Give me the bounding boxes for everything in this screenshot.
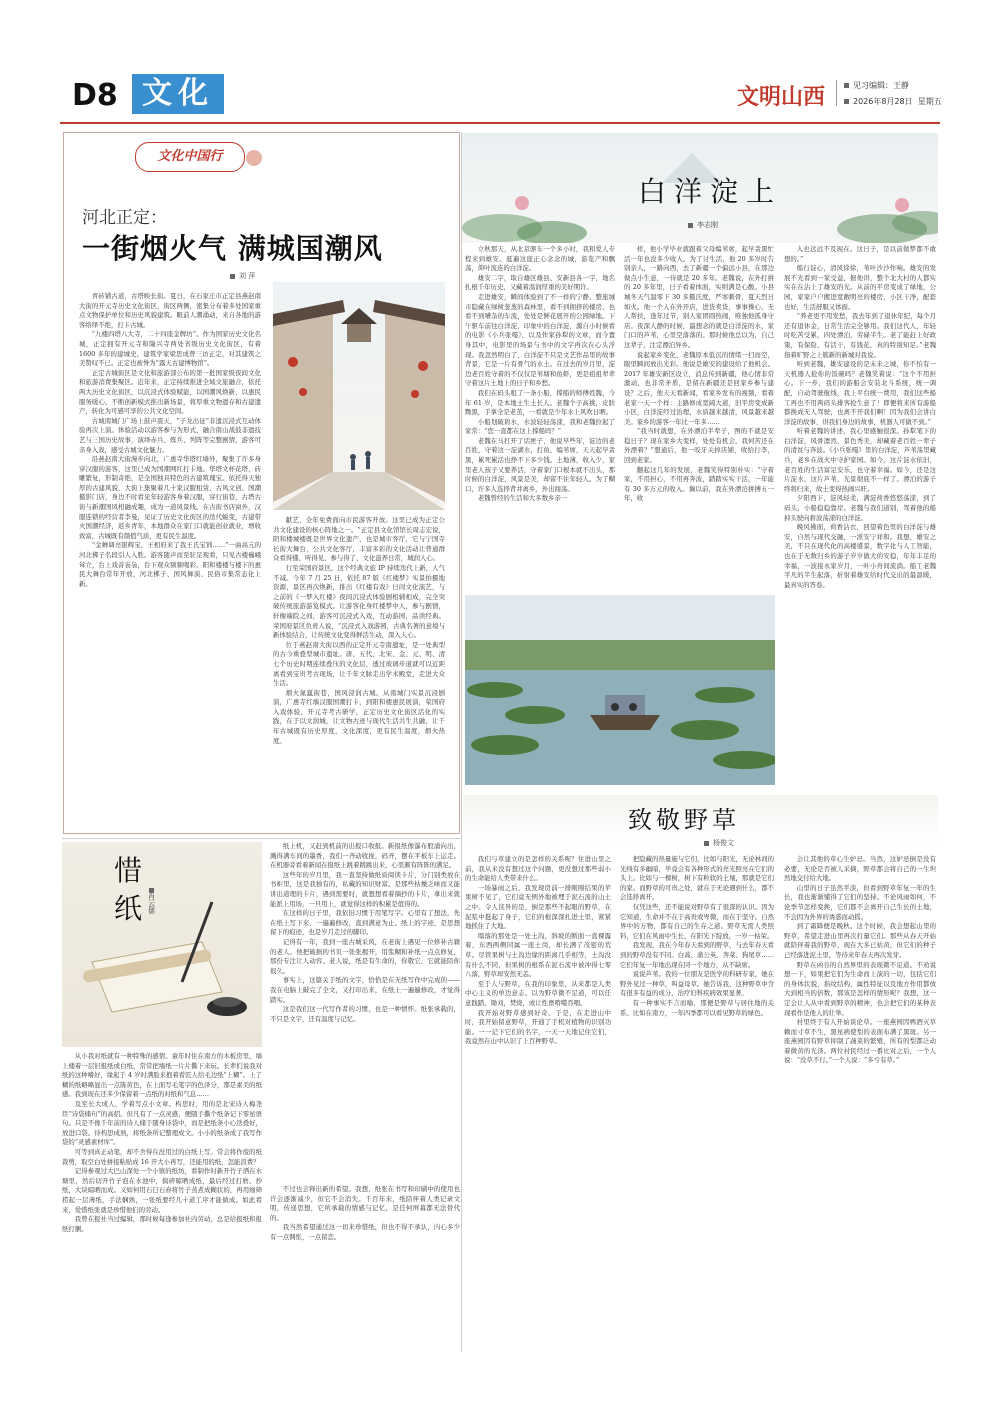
paragraph: 纸上机，又赶到机前的出报口收报。新报纸像瀑布般涌向出，溅得满车间的墨香，我们一齐动收拢，码齐，摆在平板车上运走。在机器旁看着新闻在报纸上跳着跳跳出来，心里颇有阵阵的满足。 [270, 842, 460, 870]
paragraph: 正定古城街区是文化和旅游部公布的第一批国家级夜间文化和旅游消费集聚区。近年来，正定持续推进全域文旅融合，依托两大历史文化街区，以沉浸式体验赋能，以国潮风焕新，以惠民服务暖心，不断创新模式推出新场景，将厚重文物遗存和古建遗产，转化为可感可享的公共文化空间。 [79, 368, 261, 416]
weekday-label: 星期五 [917, 97, 942, 106]
paragraph: 塌落的那处是一处土沟，斜坡的断面一直裸露着，东西两侧同属一座土岗，却长满了茂密的荒草。尽管果树与土沟边缘的距离几乎相等，土沟没有什么不同，但果树的根系在泥石流中被冲得七零八落，野草却安然无恙。 [465, 931, 611, 979]
paragraph: 青砖铺古道，古塔映长街。夏日，在石家庄市正定县燕赵南大街的开元寺历史文化街区，街区两侧，密集分布着多处国家重点文物保护单位和历史风貌建筑。眼前人潮涌动，来自各地的游客络绎不绝，打卡古城。 [79, 292, 261, 329]
essay1-column-3 [270, 1185, 460, 1350]
square-icon [844, 99, 849, 104]
paragraph: 有一种事实不言而喻，那便是野草与居住地的关系。比如在南方，一年四季都可以看见野草的绿色。 [620, 998, 774, 1017]
paragraph: 沿燕赵南大街漫步向北，广惠寺华塔红墙外，聚集了许多身穿汉服的游客，这里已成为国潮网红打卡地。华塔文杯花塔，砖雕繁复，形制奇绝，是全国独具特色的古建筑瑰宝。依托得天独厚的古建风貌，大街上集聚着几十家汉服租赁、古风文创、国潮摄影门店，身边不时看见年轻游客身着汉服，穿行街巷，古塔古街与新潮国风相融成趣，成为一道风景线。在古街书店窗外，汉服连锁的经营者李曼，见证了历史文化街区的迭代蜕变，古建带火国潮经济，返乡青年，本地群众在家门口就能创业就业，增收致富，古城既有颜值气质，更有民生温度。 [79, 455, 261, 540]
paragraph: 至于人与野草，在我的印象里，从来都是人类中心主义的单边意志。以为野草微不足道，可以任意践踏，锄刈，焚烧，或让性畜啃噬吞咽。 [465, 979, 611, 1007]
lake-author: 李志刚 [697, 221, 718, 229]
feature-column-1 [79, 292, 261, 812]
paragraph: 老魏在马打开了话匣子，他说早些年，淀边的老百姓，守着这一淀湖水，打鱼、编苇席，天天起早贪黑，累死累活也挣不下多少钱。土地薄，收入少，家里老人孩子又要养活，守着家门口根本就不出头，那时候的白洋淀，风景是美，却留不住年轻人。为了糊口，许多人选择背井离乡，外出闯荡。 [465, 436, 615, 493]
paragraph: 说说芦苇。我的一位朋友是医学的科研专家，她在野外见过一种草，叫益母草。她告诉我，这种野草中含有很多有益的成分，治疗妇科疾病效果显著。 [620, 970, 774, 998]
paragraph: 山里的日子虽然平淡，但看到野草年复一年的生长，我也渐渐懂得了它们的坚持。不论风雨如何，不论季节怎样变换，它们都不会离开自己生长的土地，不会因为外界的诱惑而动摇。 [784, 883, 936, 921]
essay1-author: 肖云儒 [147, 893, 156, 914]
paragraph: 事实上，这篇关于纸的文字，恰恰是在无纸写作中完成的——我在电脑上敲完了全文，又打印出来，在纸上一遍遍修改，才觉得踏实。 [270, 976, 460, 1004]
essay2-column-2 [620, 855, 774, 1350]
lake-byline [688, 220, 718, 230]
paragraph: 会让其他的草心生妒忌。当然，这妒忌倒是没有必要，无论是否被人采摘，野草都会将自己的一生坦然地交付给大地。 [784, 855, 936, 883]
lake-column-1 [465, 245, 615, 590]
paragraph: 听到老魏，雄安建设的是未来之城，你不怕有一天机器人抢你的饭碗吗？老魏笑着说：“这个不用担心。下一步，我们的游船会安装北斗系统，统一调配，自动驾驶航线，我上平台统一费用，我们这些船工再也不用两码头排客抢生意了！即便将来所有游船都换成无人驾驶，也离不开我们啊！因为我们会讲白洋淀的故事，讲我们身边的故事，机器人可做不到。” [784, 360, 936, 426]
column-divider [461, 132, 462, 1352]
feature-kicker: 河北正定： [82, 208, 167, 228]
brand-logo: 文明山西 [737, 84, 826, 110]
paragraph: 可等到真正动笔，却不舍得在没用过的白纸上写。常会将作废的纸裁剪，取空白处拼接粘贴成 16 开大小再写，还能用的纸，怎能浪费？ [62, 1147, 262, 1166]
essay1-title-top: 惜 [114, 854, 143, 887]
header-divider [836, 80, 837, 106]
square-icon [230, 274, 235, 279]
lake-photo [465, 595, 775, 785]
paragraph: 我曾在报社当过编辑，那时候每逢参加社内劳动，总是给报纸和报纸打捆。 [62, 1215, 262, 1233]
paragraph: 我发现，我在今年春天看到的野草，与去年春天看到的野草没有不同。白蒿、蒲公英、荠菜、狗尾草……它们年复一年地出现在同一个地方，从不缺席。 [620, 941, 774, 969]
paragraph: 我开始对野草感到好奇。于是，在走进山中时，我开始留意野草，开通了手机对植物的识别功能。一一记下它们的名字，一天一天地记住它们，我竟然在山中认识了上百种野草。 [465, 1008, 611, 1046]
lake-column-3 [784, 245, 936, 780]
street-drawing [273, 282, 445, 510]
old-street-illustration [273, 282, 445, 510]
paragraph: 从小我对纸就有一种特殊的感情。童年时住在南方的木板房里，墙上楼着一层旧报纸或白纸，常常把墙纸一片片撕下来玩。长辈们说我对纸的这种嗜好，缘起于 4 岁时满脸来抱着看匠人给毛边纸“上糊”。上了糊的纸略略显出一点陈黄色，在上面写毛笔字的色泽分，那是素美的纸感。我到现在还多少保留着一点纸的对纸和气息…… [62, 1052, 262, 1099]
feature-column-2 [273, 516, 445, 816]
paragraph: 晚风拂面，荷香沾衣，回望着色里的白洋淀与雄安，自然与现代交融，一派安宁祥和。我想，雄安之美，不只在现代化的高楼盛景，数字化与人工智能，也在于无数归乡的游子岁岁做大的安稳，年年丰足的幸福，一波接永家岁月，一叶小舟间流淌。船工老魏平凡的半生起落，折射着雄安给时代交出的最温暖，最真实的答卷。 [784, 523, 936, 589]
essay2-column-3 [784, 855, 936, 1350]
paragraph: 位于燕赵南大街以西的正定开元寺南遗址，是一处典型的古今重叠型城市遗址。唐、五代、北宋、金、元、明、清七个历史时期连续叠压的文化层，透过玻璃步道就可以近距离看到宝贵考古现场，让千年文脉走出学术殿堂，走进大众生活。 [273, 640, 445, 688]
paragraph: 记得参观过大巴山深处一个小镇的纸坊，看制作时新开竹子洒在水塘里，然后切开竹子泡在水池中，捣碎晾晒成纸，最后经过打磨、抄纸，大块晾晒而成。又如何用石臼石舂将竹子蒸煮成糊状的，再用细筛捞起一层薄纸，手法娴熟，一张纸要经几十道工序才能做成。如此看来，爱惜纸张就是珍惜他们的劳动。 [62, 1167, 262, 1214]
square-icon [688, 223, 693, 228]
lake-photo-drawing [465, 595, 775, 785]
square-icon [844, 83, 849, 88]
paragraph: 走进雄安，瞬间体验到了不一样的宁静。整座城市隐藏在绿树葱葱的森林里，看不到拥挤的楼房，也看不到嘈杂的车流，处处是鲜花展开的公园绿地。下午驱车前往白洋淀，印象中的白洋淀，源自小时候看的电影《小兵张嘎》，以及作家孙犁的文章，而今置身其中，电影里的场景与书中的文字再次在心头浮现。我忽然明白了，白洋淀不只是文艺作品里的故事背景，它是一片有骨气的水土。在过去的岁月里，淀边老百姓守着的不仅仅是苇塘和鱼虾，更是祖祖辈辈守着这片土地上的日子和乡愁。 [465, 292, 615, 388]
paragraph: 不过也会释出新的希望。我想，纸张在书写和印刷中的使用也许会逐渐减少，但它不会消失。千百年来，纸陪伴着人类记录文明，传递思想，它所承载的情感与记忆，是任何屏幕都无法替代的。 [270, 1185, 460, 1222]
essay2-column-1 [465, 855, 611, 1350]
date-info [844, 96, 942, 107]
column-divider [62, 838, 460, 839]
paragraph: 野草在函谷的自然界里的表现微不足道。不劝说想一下，如果把它们为生命而上演的一切，包括它们的身体状貌，指纹结构，属性特征以及地方作用都放大到相当的倍数，那该是怎样的情形呢？我想，这一定会让人从中看到野草的精神，也会把它们的某种表现看作是他人的壮举。 [784, 960, 936, 1017]
paragraph: “金蝉调亮银辉宝，王相府来了我王氏宝钏……”一曲高亢的河北梆子名段引人入胜。游客随声而至驻足观看，只见古楼巍峨耸立，台上戏音袅袅，台下观众频频喝彩。阳和楼楼与楼下的惠民大舞台常年开放，河北梆子、国风舞演、民俗市集常态化上新。 [79, 541, 261, 588]
header-rule [60, 122, 940, 124]
essay2-byline [704, 838, 734, 848]
paragraph: 我当然希望通过这一切来珍惜纸，但也不得不承认，内心多少有一点惆怅，一点留恋。 [270, 1223, 460, 1241]
paragraph: 行至荣国府景区，这个经典文旅 IP 持续迭代上新，人气不减。今年 7 月 25 日，依托 87 版《红楼梦》实景拍摄地资源，景区再次焕新，推出《红楼有戏》日间文化演艺，与之前的《一梦入红楼》夜间沉浸式体验剧相辅相成，完全突破传统旅游游览模式。让游客化身红楼梦中人，参与剧情，轩榭端院之间，游客可沉浸式入戏，互动游园，品读经典。荣国府景区负责人说，“沉浸式入戏游园，古典名著的意境与新体验结合，让传统文化变得鲜活生动，深入人心。 [273, 563, 445, 640]
date-label: 2026年8月28日 [853, 97, 913, 106]
scroll-drawing [62, 842, 262, 1047]
essay1-column-1 [62, 1052, 262, 1352]
paragraph: 夕阳西下，淀风轻柔，满淀荷香悠悠荡漾，到了码头，小船稳稳靠岸。老魏与我们道别，驾着他的船掉头驶向碧波荡漾的白洋淀。 [784, 494, 936, 522]
paragraph: 雄安二字，取自雄区雄县、安新县各一字，地名扎根千年历史，又藏着温润厚重的美好期许。 [465, 273, 615, 292]
paragraph: 听着老魏的讲述，我心里感触很深。孙犁笔下的白洋淀，风骨凛然，景色秀美，却藏着老百姓一辈子的清贫与奔波。《小兵张嘎》里的白洋淀，芦苇荡里藏兵，老乡在战火中守护家园。如今，这片淀水依旧，老百姓的生活富足安乐，也守着幸福。如今，还是这片淀水，这片芦苇，光景彻底不一样了。漂泊的游子终将归来，故土变得热闹兴旺。 [784, 427, 936, 493]
paragraph: 到了霜降便是晚秋。这个时候，我会想起山里的野草，希望走进山里再次打量它们。那些从春天开始就陪伴着我的野草，现在大多已枯黄，但它们的种子已经落进泥土里，等待来年春天再次发芽。 [784, 922, 936, 959]
paragraph: 立秋那天，从北京驱车一个多小时，我和爱人专程来到雄安。逛遍这座正心念念的城，游览产和飘荡，仰叶流连的白洋淀。 [465, 245, 615, 273]
paragraph: 把隐藏的热量施与它们，比如与阳光，无论林间的光线有多幽暗，毕竟会有各种形式的亮光照亮在它们的头上。比如与一棵树，树下有粒软的土壤，那就是它们的家。而野草的可贵之处，就在于无论遇到什么，都不会选择离开。 [620, 855, 774, 902]
feature-author: 刘 萍 [239, 272, 256, 280]
paragraph: 仅凭这些，还不能说对野草有了很深的认识。因为它知道，生命并不在于高贵或卑微，而在于坚守。自然界中的万物，都有自己的生存之道。野草无需人类照料，它们在风雨中生长，在阳光下绽放，一岁一枯荣。 [620, 902, 774, 940]
paragraph: 入也远远不及现在。这日子，是以前做梦都不敢想的。” [784, 245, 936, 263]
paragraph: 船行淀心，清风徐徐，苇叶沙沙作响。雄安的发展不光看到一家受益，据他讲，整个北大村的人都实实在在沾上了雄安的光。从前的平房变成了绿地，公园，家家户户搬进宽敞明亮的楼房，小区干净，配套也好，生活舒服又体面。 [784, 264, 936, 311]
paragraph: 村里终于有人开始谈论草。一座燕园因鸭酒灭草赖而寸草不生，黑星病使梨的表面布满了黑斑。另一座燕园因有野草抑制了蔬菜的繁殖，所有的梨都泛动着微黄的光泽。两位村民经过一番比对之后，一个人说：“没草不行。”一个人说：“多亏有草。” [784, 1018, 936, 1065]
essay1-column-2 [270, 842, 460, 1177]
paragraph: “养老更不用发愁，我去年到了退休年纪，每个月还有退休金，日常生活完全够用。我们这代人，年轻时吃苦受累，四处漂泊，劳碌半生。老了能赶上好政策，有保险、有活干，有钱花，真的特别知足。”老魏指着旷野之上簇新的新城对我说。 [784, 312, 936, 359]
page-number: D8 [72, 78, 118, 113]
paragraph: 小船划破碧水，水波轻轻荡漾，我和老魏拉起了家常：“您一直都在这上撑船吗？” [465, 417, 615, 436]
paragraph: 在这样的日子里，我依旧习惯于用笔写字。心里有了想法，先在纸上写下来，一遍遍修改，直到满意为止。纸上的字迹，是思想留下的痕迹，也是岁月走过的脚印。 [270, 909, 460, 937]
feature-byline [230, 271, 255, 281]
paragraph: 及至长大成人，学着写点小文章。构思时，用的是北宋诗人梅尧臣“诗袋储句”的高招。但凡有了一点灵感，便随手撕个纸条记下零星语句。只是不像千年前的诗人储于随身诗袋中，而是把纸条小心迭叠好，放进口袋。待构思成熟，将纸条所记整理成文。小小的纸条成了我写作袋的“灵感素材库”。 [62, 1099, 262, 1147]
paragraph: “九楼四塔八大寺，二十四座金牌坊”。作为国家历史文化名城，正定拥有开元寺和隆兴寺两处省级历史文化街区，有着 1600 多年的建城史，建筑学家梁思成曾三访正定，对其建筑之美赞叹不已。正定也被誉为“露天古建博物馆”。 [79, 330, 261, 368]
essay2-author: 杨俊文 [713, 839, 734, 847]
section-title: 文化 [132, 74, 224, 114]
paragraph: 这些年的岁月里，我一直坚持做纸质阅读卡片，分门别类放在书柜里，这是我独有的，私藏的知识财富。是那些枯燥乏味而又能讲出道理的卡片，遇到需要时，就想想看着摘抄的卡片，拿出来就能派上用场，一旦用上，就觉得这样的积累是值得的。 [270, 870, 460, 908]
essay2-title: 致敬野草 [628, 806, 740, 834]
paragraph: 说起家乡变化，老魏原本低沉的情绪一扫而空，眼里瞬间放出光彩。他说是雄安的建设给了他机会。2017 年雄安新区设立，消息传到新疆，他心情非常激动，也非常矛盾，是留在新疆还是回家乡参与建设？之后，他天天看新闻，看家乡发布的视频，看着老家一天一个样：主路修成宽阔大道，旧平房变成新小区，白洋淀经过治理，水质越来越清，风景越来越美。家乡的游客一年比一年多…… [624, 350, 774, 426]
feature-title: 一街烟火气 满城国潮风 [82, 232, 383, 265]
essay1-title-bottom: 纸 [114, 892, 143, 925]
square-icon [704, 841, 709, 846]
paragraph: “我当时就想，在外漂泊半辈子，图的不就是安稳日子？现在家乡大变样，处处有机会，我何苦还在外漂着？”想通后，他一咬牙关掉店铺，收拾行李，回到老家。 [624, 427, 774, 465]
paragraph: 老魏曾经的生活和大多数乡亲一 [477, 494, 568, 503]
paragraph: 烟火氤氲街巷，国风浸润古城。从南城门实景沉浸剧演，广惠寺红墙汉服国潮打卡，到阳和楼惠民展演，荣国府入戏体验，开元寺考古研学，正定历史文化街区活化的实践，在于以文润城，让文物古迹与现代生活共生共融，让千年古城既有历史厚度，文化深度，更有民生温度，烟火热度。 [273, 688, 445, 745]
paragraph: 我们在码头租了一条小船，撑船的师傅姓魏，今年 61 岁，是本地土生土长人。老魏个子高挑，皮肤黝黑，手拿全是老茧，一看就是少年水上风吹日晒。 [465, 388, 615, 417]
lake-article-title: 白洋淀上 [638, 175, 783, 208]
editor-label: 见习编辑：王静 [853, 81, 909, 90]
editor-info [844, 80, 909, 91]
paragraph: 古城南城门广场上鼓声震天，“子龙出征”非遗沉浸式互动体验再次上演。体验活动以游客参与为形式，融合南山战鼓非遗技艺与三国历史故事，演绎赤兵、炼兵、列阵等完整剧情，游客可亲身入戏，感受古城文化魅力。 [79, 416, 261, 454]
paragraph: 我们与草建立的是怎样的关系呢？住进山里之前，我从来没有想过这个问题，更没想过那些弱小的生命能给人类带来什么。 [465, 855, 611, 883]
feature-badge: 文化中国行 [135, 142, 245, 172]
paragraph: 记得有一年，我到一座古城采风，在老街上遇见一位修补古籍的老人。他把破损的书页一张张揭开，用浆糊和补纸一点点修复，那份专注让人动容。老人说，纸是有生命的，你敬它，它就能陪你很久。 [270, 937, 460, 975]
paragraph: 这是我们这一代写作者的习惯，也是一种情怀。纸张承载的，不只是文字，还有温度与记忆。 [270, 1005, 460, 1023]
paragraph: 一场暴雨之后，我发现房前一排刚刚结果的苹果树不见了，它们竟无例外地被埋于泥石流的山土之中。令人诧异的是，倒是那些不起眼的野草，在泥浆中挺起了身子，它们的根深深扎进土里，紧紧地抓住了大地。 [465, 883, 611, 931]
paragraph: 样，他小学毕业就跟着父母编苇席，起早贪黑忙活一年也没多少收入。为了讨生活，他 20 多岁时告别亲人，一路向西，去了新疆一个偏远小县，在那边做点小生意，一待就是 20 多年。老魏说，在外打拼的 20 多年里，日子看着体面，实则满是心酸。小县城冬天气温零下 30 多摄氏度，严寒刺骨，夏天烈日如火。他一个人在外开店，进货卖货，事事操心，无人帮扶，逢年过节，别人家团圆热闹，唯独他孤身守店。夜深人静的时候，最想念的就是白洋淀的水，家门口的芦苇，心里空落落的。那时候他总以为，自己这辈子，注定漂泊异乡。 [624, 245, 774, 349]
paragraph: 献艺，全年免费面向市民游客开放。这里已成为正定公共文化建设的核心阵地之一。“正定县文化馆馆长周志宏说，阳和楼城楼既是世界文化遗产，也是城市客厅，它与宁国寺长街大舞台，公共文化客厅，丰富多彩的文化活动让普通群众看得懂、听得见、参与得了，文化滋养日常，城润人心。 [273, 516, 445, 563]
paragraph: 翻起这几年的发展，老魏笑得特别朴实：“守着家，不用担心，不用再奔波，踏踏实实干活，一年能有 30 多万元的收入。搁以前，我在外漂泊拼搏五一年，收 [624, 465, 774, 503]
lake-column-2 [624, 245, 774, 590]
paper-illustration [62, 842, 262, 1047]
badge-ornament [246, 150, 262, 166]
essay1-byline [147, 888, 158, 914]
